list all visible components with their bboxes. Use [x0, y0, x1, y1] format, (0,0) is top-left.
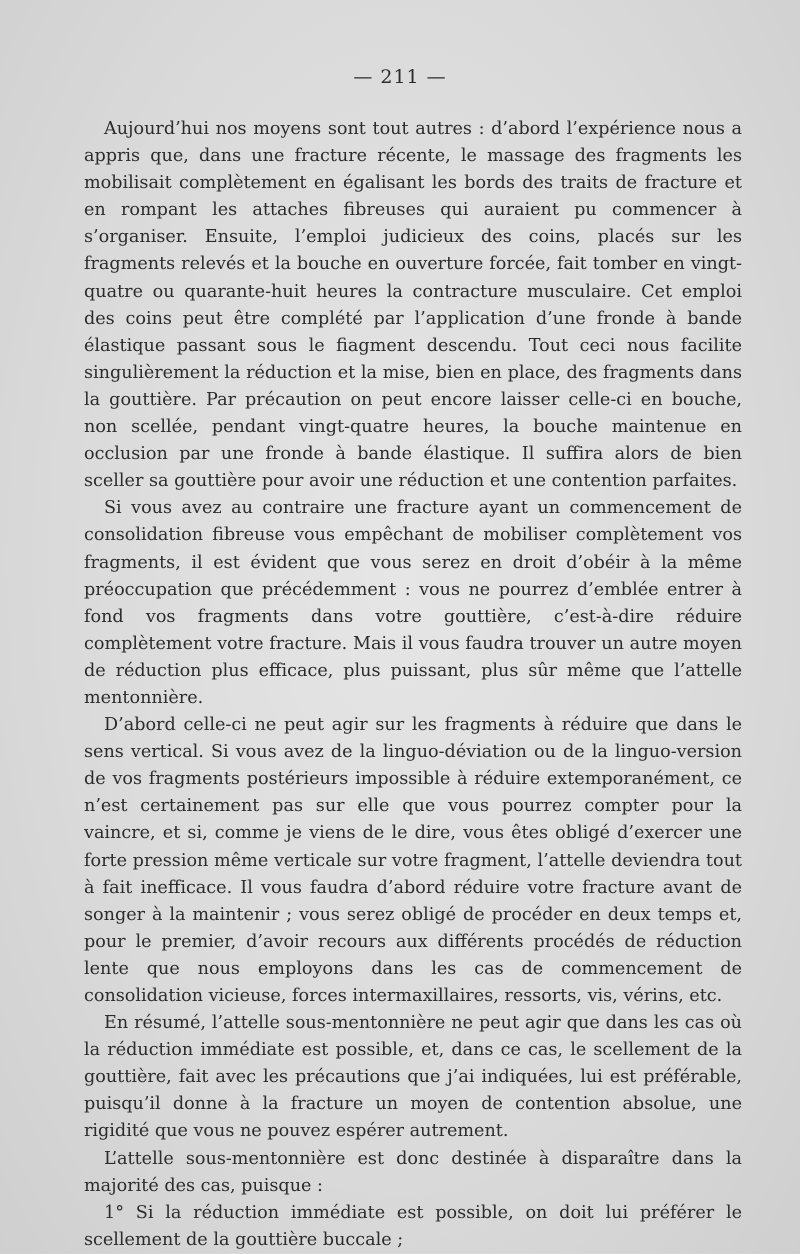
body-text	[84, 116, 742, 1254]
paragraph: 1° Si la réduction immédiate est possible, on doit lui préférer le scellement de la gouttière buccale ;	[84, 1202, 742, 1250]
paragraph: L’attelle sous-mentonnière est donc destinée à disparaître dans la majorité des cas, puisque :	[84, 1148, 742, 1196]
paragraph: En résumé, l’attelle sous-mentonnière ne peut agir que dans les cas où la réduction immédiate est possible, et, dans ce cas, le scellement de la gouttière, fait avec les précautions que j’ai indiquées, lui est préférable, puisqu’il donne à la fracture un moyen de contention absolue, une rigidité que vous ne pouvez espérer autrement.	[84, 1013, 742, 1142]
paragraph: D’abord celle-ci ne peut agir sur les fragments à réduire que dans le sens vertical. Si vous avez de la linguo-déviation ou de la linguo-version de vos fragments postérieurs impossible à réduire extemporanément, ce n’est certainement pas sur elle que vous pourrez compter pour la vaincre, et si, comme je viens de le dire, vous êtes obligé d’exercer une forte pression même verticale sur votre fragment, l’attelle deviendra tout à fait inefficace. Il vous faudra d’abord réduire votre fracture avant de songer à la maintenir ; vous serez obligé de procéder en deux temps et, pour le premier, d’avoir recours aux différents procédés de réduction lente que nous employons dans les cas de commencement de consolidation vicieuse, forces intermaxillaires, ressorts, vis, vérins, etc.	[84, 715, 742, 1006]
paragraph: Aujourd’hui nos moyens sont tout autres : d’abord l’expérience nous a appris que, dans une fracture récente, le massage des fragments les mobilisait complètement en égalisant les bords des traits de fracture et en rompant les attaches fibreuses qui auraient pu commencer à s’organiser. Ensuite, l’emploi judicieux des coins, placés sur les fragments relevés et la bouche en ouverture forcée, fait tomber en vingt-quatre ou quarante-huit heures la contracture musculaire. Cet emploi des coins peut être complété par l’application d’une fronde à bande élastique passant sous le fiagment descendu. Tout ceci nous facilite singulièrement la réduction et la mise, bien en place, des fragments dans la gouttière. Par précaution on peut encore laisser celle-ci en bouche, non scellée, pendant vingt-quatre heures, la bouche maintenue en occlusion par une fronde à bande élastique. Il suffira alors de bien sceller sa gouttière pour avoir une réduction et une contention parfaites.	[84, 119, 742, 492]
page-number: — 211 —	[353, 66, 447, 88]
paragraph: Si vous avez au contraire une fracture ayant un commencement de consolidation fibreuse vous empêchant de mobiliser complètement vos fragments, il est évident que vous serez en droit d’obéir à la même préoccupation que précédemment : vous ne pourrez d’emblée entrer à fond vos fragments dans votre gouttière, c’est-à-dire réduire complètement votre fracture. Mais il vous faudra trouver un autre moyen de réduction plus efficace, plus puissant, plus sûr même que l’attelle mentonnière.	[84, 498, 742, 708]
